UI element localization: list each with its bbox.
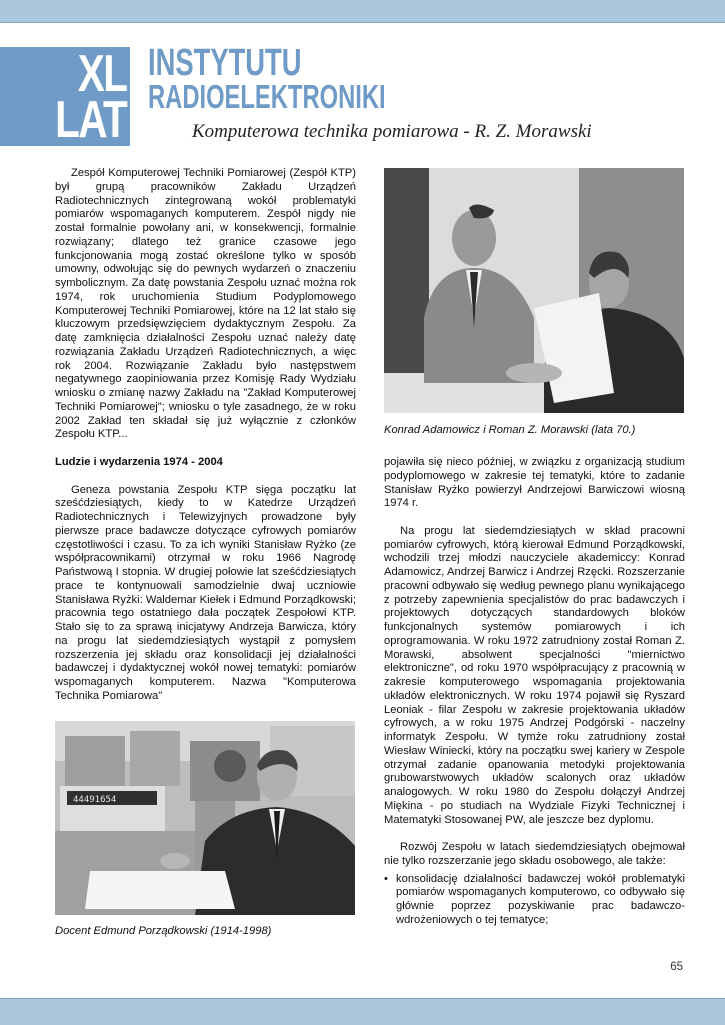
section-heading: Ludzie i wydarzenia 1974 - 2004 bbox=[55, 456, 223, 468]
page-number: 65 bbox=[670, 961, 683, 973]
left-column-section bbox=[55, 456, 356, 704]
logo-lat: LAT bbox=[54, 91, 126, 149]
photo-top-caption: Konrad Adamowicz i Roman Z. Morawski (lata 70.) bbox=[384, 424, 636, 436]
logo-block bbox=[0, 45, 130, 149]
top-band bbox=[0, 0, 725, 23]
photo-two-men-icon bbox=[384, 168, 684, 413]
photo-porzadkowski bbox=[55, 721, 355, 915]
right-column bbox=[384, 456, 685, 928]
counter-display: 44491654 bbox=[73, 795, 117, 805]
logo-title-line2: RADIOELEKTRONIKI bbox=[148, 78, 386, 115]
right-paragraph-2: Na progu lat siedemdziesiątych w skład pracowni pomiarów cyfrowych, którą kierował Edmund Porządkowski, wchodzili trzej młodzi nauczyciele akademiccy: Konrad Adamowicz, Andrzej Barwicz i Andrzej Rzęcki. Rozszerzanie pracowni odbywało się według pewnego planu wynikającego z potrzeby zapewnienia specjalistów do prac badawczych i projektowych dotyczących standardowych bloków funkcjonalnych systemów pomiarowych i ich oprogramowania. W roku 1972 zatrudniony został Roman Z. Morawski, absolwent specjalności "miernictwo elektroniczne", od roku 1970 współpracujący z pracownią w zakresie komputerowego wspomagania projektowania układów elektronicznych. W roku 1974 pojawił się Ryszard Leoniak - filar Zespołu w zakresie projektowania układów cyfrowych, a w roku 1975 Andrzej Podgórski - naczelny informatyk Zespołu. W tymże roku zatrudniony został Wiesław Winiecki, który na początku swej kariery w Zespole otrzymał zadanie opanowania metodyki projektowania grubowarstwowych układów scalonych oraz układów analogowych. W roku 1980 do Zespołu dołączył Andrzej Miękina - po studiach na Wydziale Fizyki Technicznej i Matematyki Stosowanej PW, ale jeszcze bez dyplomu. bbox=[384, 524, 685, 826]
intro-paragraph: Zespół Komputerowej Techniki Pomiarowej (Zespół KTP) był grupą pracowników Zakładu Urządzeń Radiotechnicznych zintegrowaną wokół problematyki pomiarów wspomaganych komputerem. Zespół nigdy nie został formalnie powołany ani, w konsekwencji, formalnie rozwiązany; dlatego też granice czasowe jego funkcjonowania mogą zostać określone tylko w sposób umowny, odwołując się do pewnych wydarzeń o znaczeniu symbolicznym. Za datę powstania Zespołu uznać można rok 1974, rok uruchomienia Studium Podyplomowego Komputerowej Techniki Pomiarowej, które na 12 lat stało się kluczowym przedsięwzięciem dydaktycznym Zespołu. Za datę zamknięcia działalności Zespołu uznać należy datę rozwiązania Zakładu Urządzeń Radiotechnicznych, a więc rok 2004. Rozwiązanie Zakładu było następstwem negatywnego zaopiniowania przez Komisję Rady Wydziału wniosku o zmianę nazwy Zakładu na "Zakład Komputerowej Techniki Pomiarowej"; wniosku o tyle zasadnego, że w roku 2002 Zakład ten składał się już wyłącznie z członków Zespołu KTP... bbox=[55, 167, 356, 441]
logo-xl: XL bbox=[77, 45, 126, 103]
development-list bbox=[384, 873, 685, 928]
photo-man-with-instruments-icon bbox=[55, 721, 355, 915]
photo-bottom-caption: Docent Edmund Porządkowski (1914-1998) bbox=[55, 925, 272, 937]
section-paragraph: Geneza powstania Zespołu KTP sięga początku lat sześćdziesiątych, kiedy to w Katedrze Urządzeń Radiotechnicznych i Telewizyjnych prowadzone były pierwsze prace badawcze dotyczące cyfrowych pomiarów częstotliwości i czasu. To za ich wyniki Stanisław Ryżko (ze współpracownikami) otrzymał w roku 1966 Nagrodę Państwową I stopnia. W drugiej połowie lat sześćdziesiątych prace te kontynuowali samodzielnie dwaj uczniowie Stanisława Ryżki: Waldemar Kiełek i Edmund Porządkowski; pracownia tego ostatniego dała początek Zespołowi KTP. Stało się to za sprawą inicjatywy Andrzeja Barwicza, który na progu lat siedemdziesiątych wystąpił z pomysłem rozszerzenia jej składu oraz konsolidacji jej działalności badawczej i dydaktycznej wokół nowej tematyki: pomiarów wspomaganych komputerem. Nazwa "Komputerowa Technika Pomiarowa" bbox=[55, 483, 356, 702]
photo-adamowicz-morawski bbox=[384, 168, 684, 413]
left-column-intro bbox=[55, 167, 356, 442]
right-paragraph-continuation: pojawiła się nieco później, w związku z organizacją studium podyplomowego w zakresie tej tematyki, które to zadanie Stanisław Ryżko powierzył Andrzejowi Barwiczowi wiosną 1974 r. bbox=[384, 456, 685, 510]
logo-title-line1: INSTYTUTU bbox=[148, 42, 302, 84]
article-subtitle: Komputerowa technika pomiarowa - R. Z. Morawski bbox=[192, 121, 592, 142]
right-paragraph-3: Rozwój Zespołu w latach siedemdziesiątych obejmował nie tylko rozszerzanie jego składu osobowego, ale także: bbox=[384, 841, 685, 867]
list-item: • konsolidację działalności badawczej wokół problematyki pomiarów wspomaganych komputerowo, co odbywało się głównie poprzez pozyskiwanie prac badawczo-wdrożeniowych o tej tematyce; bbox=[384, 873, 685, 928]
bottom-band bbox=[0, 998, 725, 1025]
